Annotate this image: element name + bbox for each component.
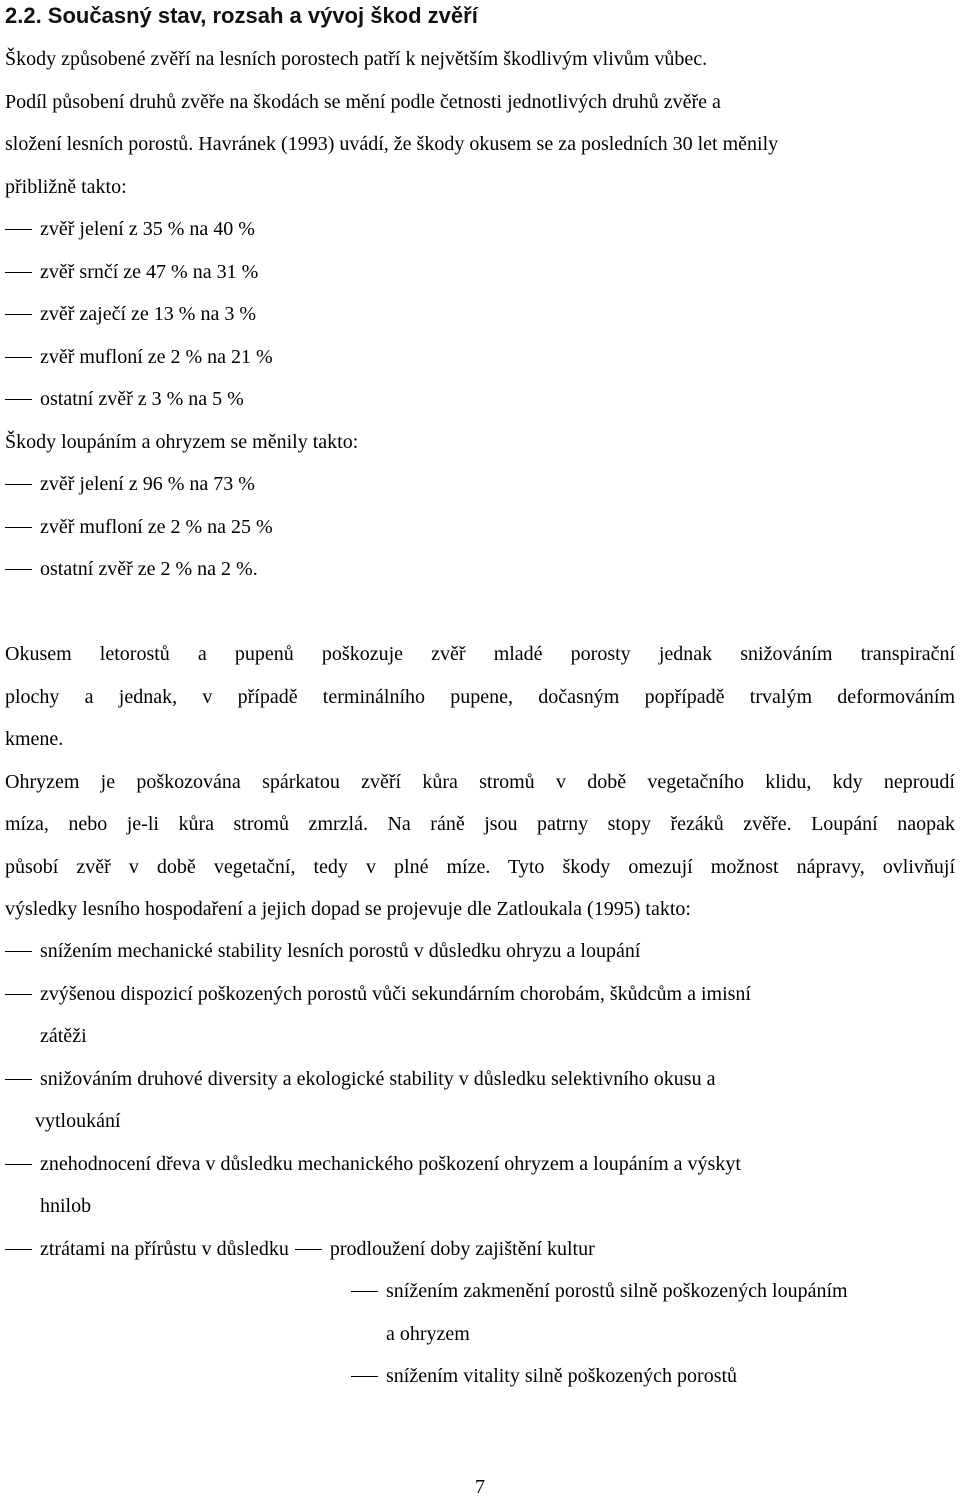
section-heading: 2.2. Současný stav, rozsah a vývoj škod zvěří: [5, 3, 478, 28]
effect-item: snížením mechanické stability lesních porostů v důsledku ohryzu a loupání: [5, 938, 640, 964]
dash-bullet: [351, 1376, 378, 1377]
bark-intro: Škody loupáním a ohryzem se měnily takto:: [5, 431, 359, 453]
dash-bullet: [5, 1249, 32, 1250]
paragraph-bark-line: výsledky lesního hospodaření a jejich dopad se projevuje dle Zatloukala (1995) takto:: [5, 898, 691, 920]
browsing-item: ostatní zvěř z 3 % na 5 %: [5, 386, 244, 412]
paragraph-browsing-line: Okusem letorostů a pupenů poškozuje zvěř mladé porosty jednak snižováním transpirační: [5, 643, 955, 665]
browsing-item: zvěř srnčí ze 47 % na 31 %: [5, 259, 258, 285]
dash-bullet: [5, 399, 32, 400]
effect-item: zvýšenou dispozicí poškozených porostů vůči sekundárním chorobám, škůdcům a imisní: [5, 981, 751, 1007]
growth-loss-subitem: snížením vitality silně poškozených porostů: [351, 1363, 737, 1389]
dash-bullet: [5, 229, 32, 230]
effect-item: znehodnocení dřeva v důsledku mechanického poškození ohryzem a loupáním a výskyt: [5, 1151, 741, 1177]
effect-item-continuation: vytloukání: [35, 1110, 121, 1132]
dash-bullet: [5, 314, 32, 315]
intro-line-4: přibližně takto:: [5, 176, 127, 198]
paragraph-bark-line: působí zvěř v době vegetační, tedy v plné míze. Tyto škody omezují možnost nápravy, ovlivňují: [5, 856, 955, 878]
dash-bullet: [5, 484, 32, 485]
bark-item: zvěř jelení z 96 % na 73 %: [5, 471, 255, 497]
paragraph-bark-line: míza, nebo je-li kůra stromů zmrzlá. Na ráně jsou patrny stopy řezáků zvěře. Loupání naopak: [5, 813, 955, 835]
dash-bullet: [5, 272, 32, 273]
browsing-item: zvěř zaječí ze 13 % na 3 %: [5, 301, 256, 327]
browsing-item: zvěř jelení z 35 % na 40 %: [5, 216, 255, 242]
effect-item-continuation: hnilob: [40, 1195, 92, 1217]
bark-item: ostatní zvěř ze 2 % na 2 %.: [5, 556, 258, 582]
dash-bullet: [295, 1249, 322, 1250]
intro-line-3: složení lesních porostů. Havránek (1993) uvádí, že škody okusem se za posledních 30 let měnily: [5, 133, 779, 155]
paragraph-browsing-line: kmene.: [5, 728, 64, 750]
dash-bullet: [5, 1079, 32, 1080]
paragraph-browsing-line: plochy a jednak, v případě terminálního pupene, dočasným popřípadě trvalým deformováním: [5, 686, 955, 708]
dash-bullet: [5, 994, 32, 995]
intro-line-2: Podíl působení druhů zvěře na škodách se mění podle četnosti jednotlivých druhů zvěře a: [5, 91, 721, 113]
intro-line-1: Škody způsobené zvěří na lesních porostech patří k největším škodlivým vlivům vůbec.: [5, 48, 708, 70]
growth-loss-subitem-continuation: a ohryzem: [386, 1323, 470, 1345]
browsing-item: zvěř mufloní ze 2 % na 21 %: [5, 344, 273, 370]
effect-item: snižováním druhové diversity a ekologické stability v důsledku selektivního okusu a: [5, 1066, 715, 1092]
growth-loss-subitem: snížením zakmenění porostů silně poškozených loupáním: [351, 1278, 848, 1304]
dash-bullet: [5, 951, 32, 952]
dash-bullet: [5, 527, 32, 528]
dash-bullet: [351, 1291, 378, 1292]
paragraph-bark-line: Ohryzem je poškozována spárkatou zvěří kůra stromů v době vegetačního klidu, kdy neproudí: [5, 771, 955, 793]
growth-loss-item: ztrátami na přírůstu v důsledku prodloužení doby zajištění kultur: [5, 1236, 595, 1262]
dash-bullet: [5, 357, 32, 358]
page-number: 7: [475, 1476, 485, 1498]
dash-bullet: [5, 1164, 32, 1165]
dash-bullet: [5, 569, 32, 570]
bark-item: zvěř mufloní ze 2 % na 25 %: [5, 514, 273, 540]
effect-item-continuation: zátěži: [40, 1025, 87, 1047]
